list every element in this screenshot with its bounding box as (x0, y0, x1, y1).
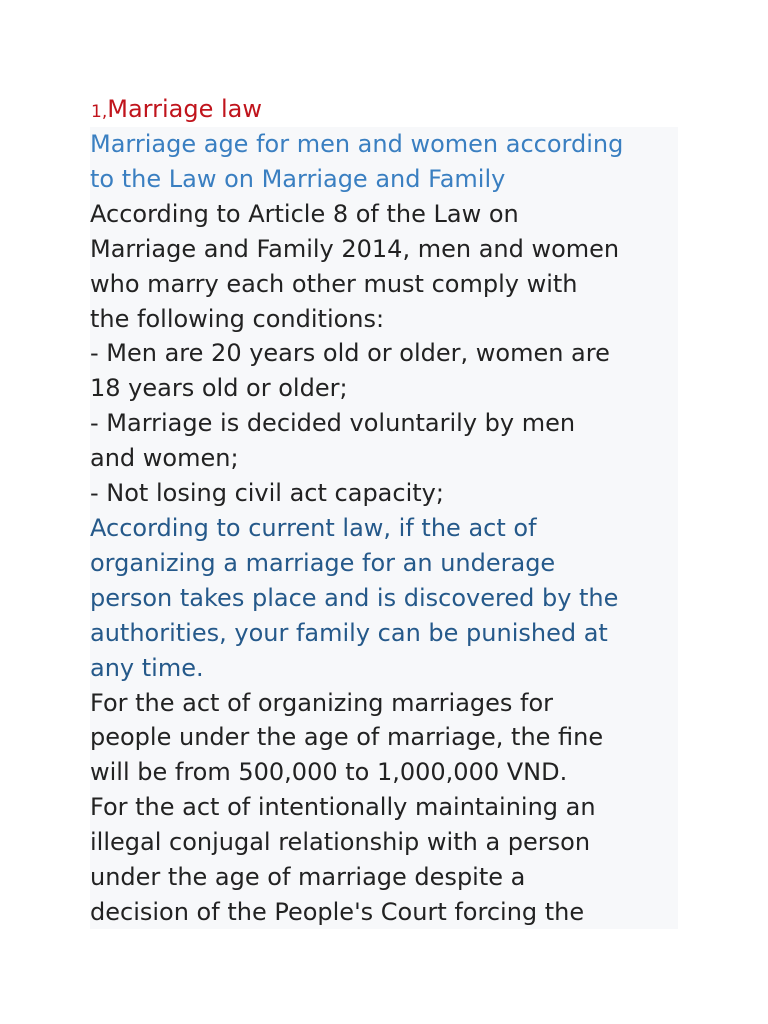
text-line: 18 years old or older; (90, 374, 348, 403)
text-line: organizing a marriage for an underage (90, 548, 556, 577)
text-line: authorities, your family can be punished at (90, 618, 608, 647)
text-line: who marry each other must comply with (90, 269, 578, 298)
text-line: According to current law, if the act of (90, 513, 537, 542)
heading-line: Marriage age for men and women according (90, 130, 624, 158)
text-line: decision of the People's Court forcing the (90, 897, 585, 926)
text-line: Marriage and Family 2014, men and women (90, 234, 620, 263)
text-line: person takes place and is discovered by the (90, 583, 619, 612)
content-panel (90, 127, 678, 929)
document-title (91, 94, 262, 127)
text-line: For the act of organizing marriages for (90, 688, 554, 717)
title-number: 1, (91, 102, 108, 122)
text-line: under the age of marriage despite a (90, 863, 526, 892)
text-line: the following conditions: (90, 304, 385, 333)
text-line: - Marriage is decided voluntarily by men (90, 409, 576, 438)
condition-item (90, 336, 678, 406)
text-line: - Men are 20 years old or older, women are (90, 339, 610, 368)
fine-paragraph (90, 686, 678, 791)
text-line: illegal conjugal relationship with a person (90, 828, 591, 857)
text-line: people under the age of marriage, the fine (90, 723, 604, 752)
text-line: - Not losing civil act capacity; (90, 479, 444, 508)
text-line: and women; (90, 444, 239, 473)
text-line: For the act of intentionally maintaining an (90, 793, 596, 822)
intro-paragraph (90, 197, 678, 337)
section-heading (90, 127, 678, 197)
conditions-list (90, 336, 678, 511)
text-line: any time. (90, 653, 204, 682)
title-text: Marriage law (107, 95, 262, 123)
text-line: According to Article 8 of the Law on (90, 199, 519, 228)
text-line: will be from 500,000 to 1,000,000 VND. (90, 758, 568, 787)
heading-line: to the Law on Marriage and Family (90, 164, 506, 193)
condition-item (90, 406, 678, 476)
condition-item (90, 476, 678, 511)
maintain-paragraph (90, 790, 678, 929)
highlight-paragraph (90, 511, 678, 686)
